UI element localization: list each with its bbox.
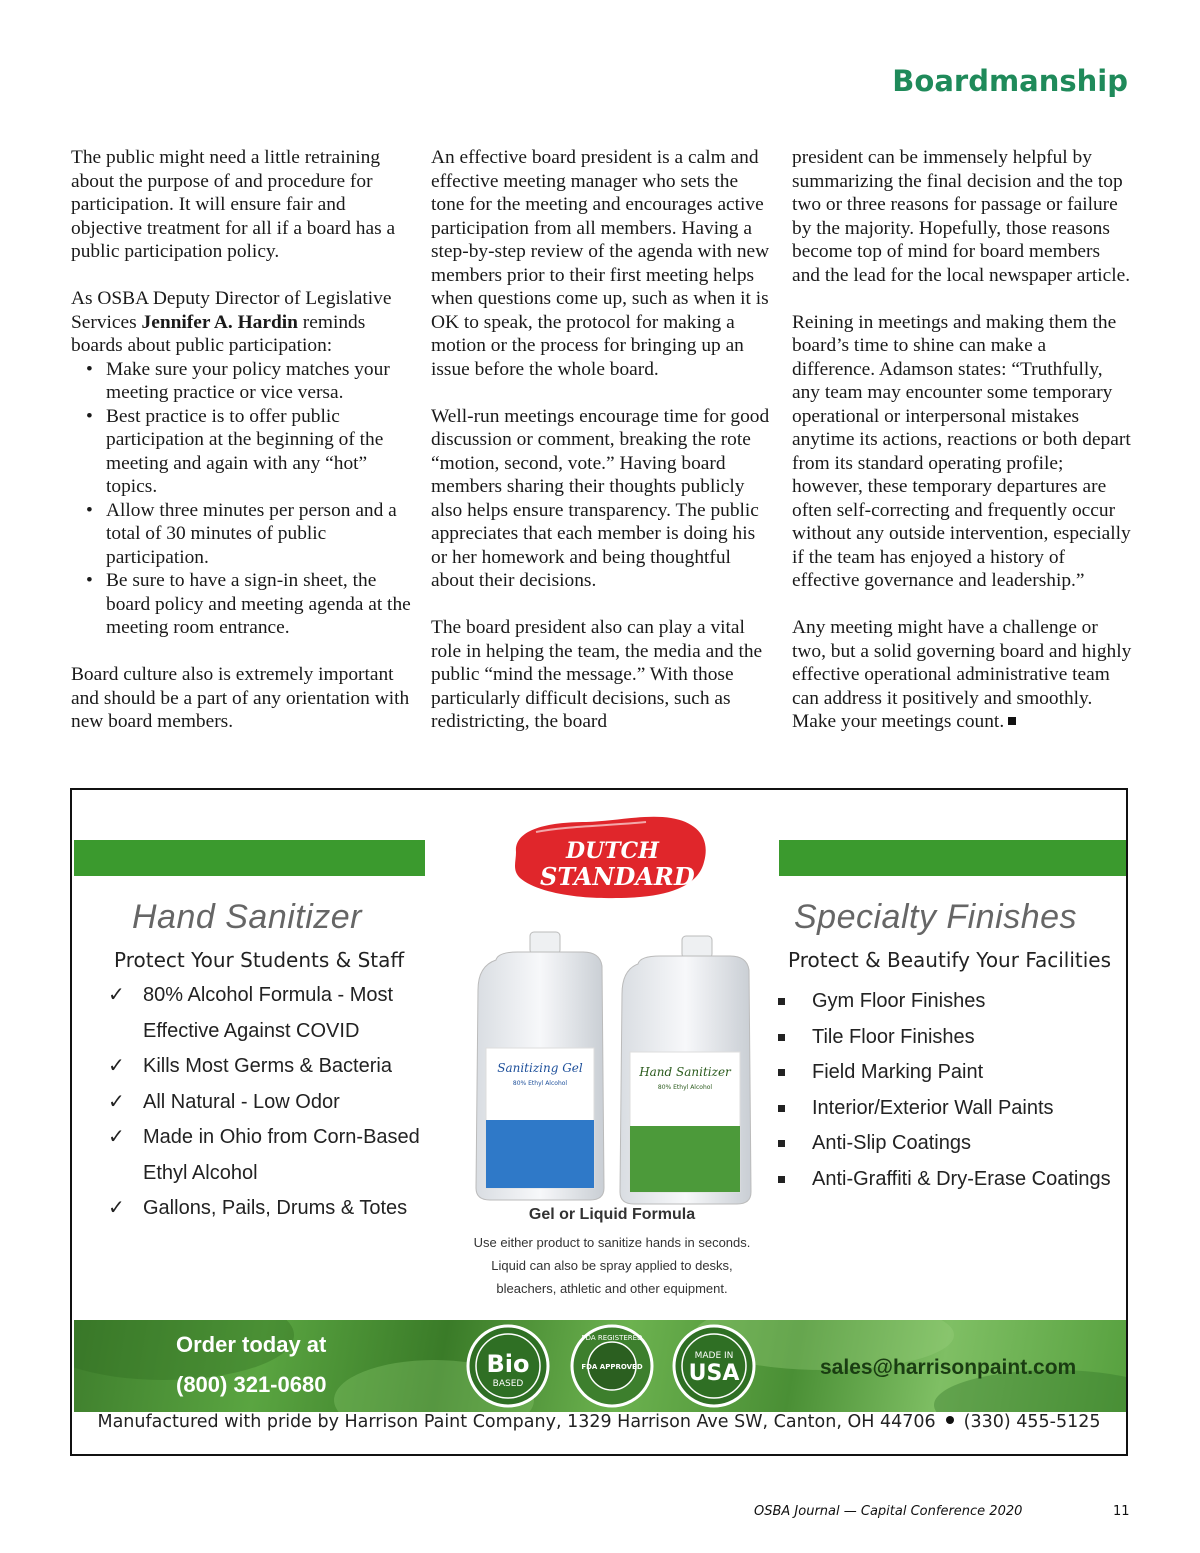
- paragraph-text: Any meeting might have a challenge or two, but a solid governing board and highly effective operational administrative team can address it positively and smoothly. Make your meetings count.: [792, 617, 1132, 732]
- check-icon: ✓: [108, 1090, 125, 1113]
- list-item: Gym Floor Finishes: [772, 984, 1128, 1020]
- paragraph: An effective board president is a calm and effective meeting manager who sets the tone for the meeting and encourages active participation from all members. Having a step-by-step review of the agenda with new members prior to their first meeting helps when questions come up, such as when it is OK to speak, the protocol for making a motion or the process for bringing up an issue before the whole board.: [431, 147, 770, 380]
- hand-sanitizer-heading: Hand Sanitizer: [132, 898, 363, 936]
- list-item: ✓ Made in Ohio from Corn-Based Ethyl Alcohol: [108, 1120, 448, 1191]
- specialty-finishes-heading: Specialty Finishes: [794, 898, 1078, 936]
- article-column-2: [431, 146, 776, 734]
- article-column-3: [792, 146, 1132, 734]
- advertisement: [70, 788, 1128, 1456]
- list-item: ✓ 80% Alcohol Formula - Most Effective Against COVID: [108, 978, 448, 1049]
- hand-sanitizer-list: [108, 978, 448, 1227]
- person-name: Jennifer A. Hardin: [141, 311, 298, 333]
- list-item: ✓ All Natural - Low Odor: [108, 1085, 448, 1121]
- specialty-finishes-subheading: Protect & Beautify Your Facilities: [788, 948, 1112, 972]
- paragraph: The public might need a little retraining about the purpose of and procedure for participation. It will ensure fair and objective treatment for all if a board has a public participation policy.: [71, 147, 396, 262]
- list-item: ✓ Gallons, Pails, Drums & Totes: [108, 1191, 448, 1227]
- check-icon: ✓: [108, 984, 125, 1006]
- bio-based-badge-icon: [466, 1324, 550, 1408]
- paragraph: Well-run meetings encourage time for good discussion or comment, breaking the rote “motion, second, vote.” Having board members sharing their thoughts publicly also helps ensure transparency. The public appreciates that each member is doing his or her homework and being thoughtful about their decisions.: [431, 405, 770, 591]
- paragraph-text: As OSBA Deputy Director of Legislative Services: [71, 288, 392, 333]
- bottle-label: Sanitizing Gel: [497, 1061, 583, 1075]
- sanitizer-bottles-icon: [468, 930, 758, 1205]
- paragraph: [792, 616, 1132, 734]
- paragraph: [71, 287, 416, 358]
- gel-liquid-title: Gel or Liquid Formula: [528, 1206, 696, 1223]
- journal-footer: OSBA Journal — Capital Conference 2020: [754, 1504, 1023, 1519]
- order-phone: (800) 321-0680: [176, 1372, 327, 1397]
- square-bullet-icon: [778, 1105, 785, 1112]
- svg-text:FDA APPROVED: FDA APPROVED: [581, 1363, 643, 1371]
- bottle-sublabel: 80% Ethyl Alcohol: [657, 1084, 713, 1091]
- list-item: Tile Floor Finishes: [772, 1020, 1128, 1056]
- order-banner: [74, 1320, 1128, 1412]
- list-item: Anti-Graffiti & Dry-Erase Coatings: [772, 1162, 1128, 1198]
- svg-text:Bio: Bio: [486, 1350, 530, 1378]
- bullet-list: [71, 358, 416, 640]
- bottle-sublabel: 80% Ethyl Alcohol: [512, 1080, 568, 1087]
- paragraph: Board culture also is extremely important and should be a part of any orientation with new board members.: [71, 664, 410, 732]
- check-icon: ✓: [108, 1126, 125, 1148]
- bullet-item: • Be sure to have a sign-in sheet, the board policy and meeting agenda at the meeting room entrance.: [106, 569, 416, 640]
- svg-text:USA: USA: [688, 1361, 740, 1386]
- page-number: 11: [1113, 1504, 1130, 1519]
- list-item: Field Marking Paint: [772, 1055, 1128, 1091]
- order-text: Order today at: [176, 1332, 327, 1357]
- manufacturer-footer: Manufactured with pride by Harrison Paint Company, 1329 Harrison Ave SW, Canton, OH 44706 (330) 455-5125: [97, 1412, 1101, 1432]
- check-icon: ✓: [108, 1197, 125, 1219]
- fda-registered-badge-icon: [570, 1324, 654, 1408]
- paragraph: president can be immensely helpful by summarizing the final decision and the top two or three reasons for passage or failure by the majority. Hopefully, those reasons become top of mind for board members and the lead for the local newspaper article.: [792, 147, 1131, 286]
- logo-text: DUTCH: [566, 838, 659, 864]
- gel-liquid-description: Use either product to sanitize hands in seconds. Liquid can also be spray applied to desks, bleachers, athletic and other equipment.: [473, 1235, 751, 1296]
- square-bullet-icon: [778, 1176, 785, 1183]
- product-bottles-image: [468, 930, 758, 1205]
- hand-sanitizer-subheading: Protect Your Students & Staff: [114, 948, 405, 972]
- list-item: ✓ Kills Most Germs & Bacteria: [108, 1049, 448, 1085]
- section-title: Boardmanship: [892, 64, 1128, 98]
- paragraph: The board president also can play a vital role in helping the team, the media and the public “mind the message.” With those particularly difficult decisions, such as redistricting, the board: [431, 617, 763, 732]
- article-column-1: [71, 146, 416, 734]
- end-mark-icon: [1008, 717, 1016, 725]
- svg-text:MADE IN: MADE IN: [694, 1351, 734, 1361]
- logo-text: STANDARD: [540, 862, 695, 891]
- square-bullet-icon: [778, 998, 785, 1005]
- green-bar-left: [74, 840, 425, 876]
- specialty-finishes-list: [772, 984, 1128, 1197]
- check-icon: ✓: [108, 1055, 125, 1077]
- square-bullet-icon: [778, 1140, 785, 1147]
- list-item: Anti-Slip Coatings: [772, 1126, 1128, 1162]
- square-bullet-icon: [778, 1034, 785, 1041]
- bullet-item: • Best practice is to offer public participation at the beginning of the meeting and again with any “hot” topics.: [106, 405, 416, 499]
- list-item: Interior/Exterior Wall Paints: [772, 1091, 1128, 1127]
- bullet-item: • Make sure your policy matches your meeting practice or vice versa.: [106, 358, 416, 405]
- bullet-dot-icon: [946, 1416, 954, 1424]
- made-in-usa-badge-icon: [672, 1324, 756, 1408]
- dutch-standard-logo: [506, 812, 714, 904]
- bullet-item: • Allow three minutes per person and a total of 30 minutes of public participation.: [106, 499, 416, 570]
- sales-email[interactable]: sales@harrisonpaint.com: [820, 1356, 1077, 1379]
- paragraph-text: reminds boards about public participation:: [71, 311, 366, 356]
- svg-text:FDA REGISTERED: FDA REGISTERED: [581, 1334, 643, 1342]
- square-bullet-icon: [778, 1069, 785, 1076]
- svg-text:BASED: BASED: [492, 1379, 524, 1389]
- bottle-label: Hand Sanitizer: [639, 1065, 731, 1079]
- green-bar-right: [779, 840, 1128, 876]
- paragraph: Reining in meetings and making them the board’s time to shine can make a difference. Adamson states: “Truthfully, any team may encounter some temporary operational or interpersonal mistakes anytime its actions, reactions or both depart from its standard operating profile; however, these temporary departures are often self-correcting and frequently occur without any outside intervention, especially if the team has enjoyed a history of effective governance and leadership.”: [792, 311, 1131, 591]
